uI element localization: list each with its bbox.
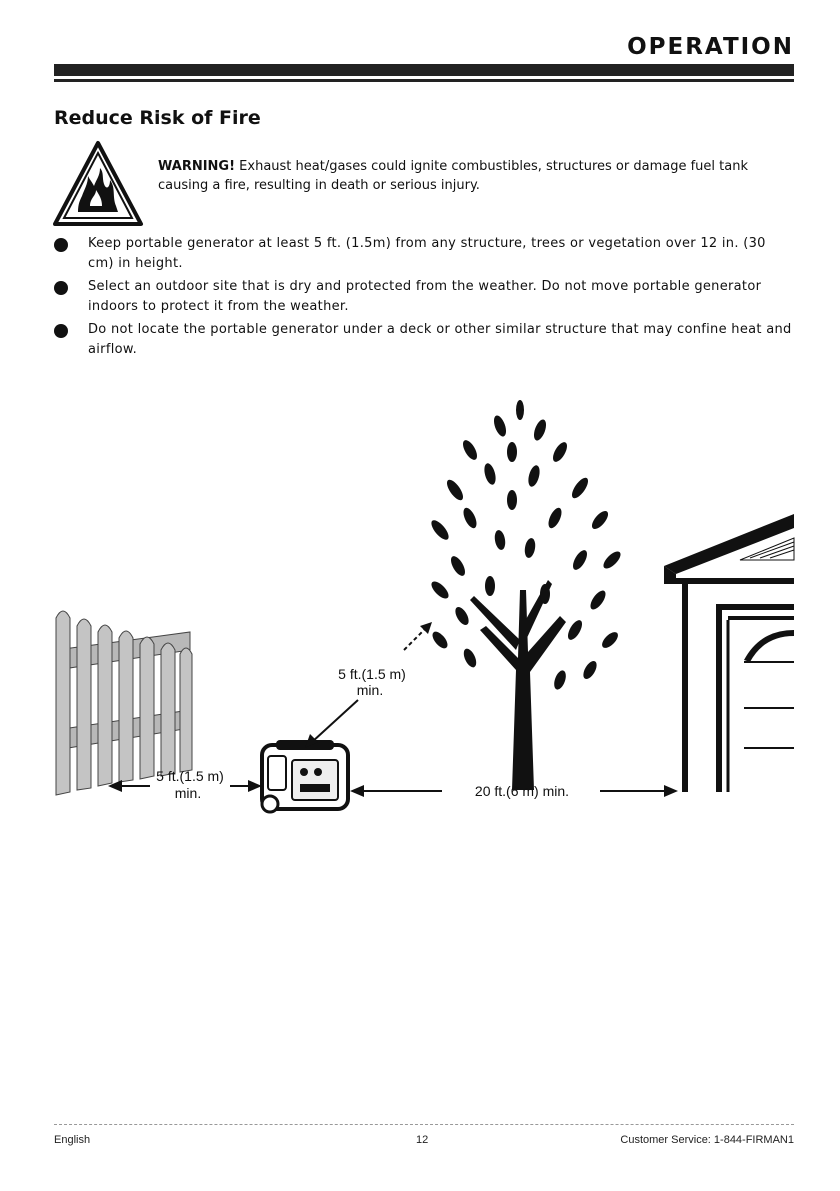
fence-distance-min: min.: [174, 785, 202, 801]
footer-divider: [54, 1124, 794, 1125]
house-illustration: [664, 514, 794, 792]
footer-language: English: [54, 1134, 91, 1146]
warning-message: Exhaust heat/gases could ignite combustibles, structures or damage fuel tank causing a fire, resulting in death or serious injury.: [158, 159, 748, 193]
safety-bullet-list: [54, 234, 794, 363]
bullet-icon: [54, 324, 68, 338]
bullet-icon: [54, 238, 68, 252]
house-distance-label: 20 ft.(6 m) min.: [474, 783, 570, 799]
list-item: Select an outdoor site that is dry and protected from the weather. Do not move portable generator indoors to protect it from the weather.: [54, 277, 794, 317]
page-heading: Reduce Risk of Fire: [54, 107, 261, 129]
clearance-diagram: [0, 390, 840, 830]
tree-illustration: [428, 400, 623, 790]
header-rule-thick: [54, 64, 794, 76]
tree-distance-label: 5 ft.(1.5 m): [338, 666, 406, 682]
page-number: 12: [416, 1134, 429, 1146]
fence-distance-label: 5 ft.(1.5 m): [156, 768, 224, 784]
fire-hazard-icon: [52, 140, 144, 228]
list-item: Keep portable generator at least 5 ft. (1.5m) from any structure, trees or vegetation over 12 in. (30 cm) in height.: [54, 234, 794, 274]
bullet-icon: [54, 281, 68, 295]
header-rule-thin: [54, 79, 794, 82]
warning-label: WARNING!: [158, 159, 236, 174]
generator-illustration: [262, 740, 348, 812]
warning-text: [158, 157, 798, 195]
list-item: Do not locate the portable generator under a deck or other similar structure that may confine heat and airflow.: [54, 320, 794, 360]
section-title: OPERATION: [627, 34, 794, 60]
customer-service: Customer Service: 1-844-FIRMAN1: [620, 1134, 794, 1146]
tree-distance-min: min.: [356, 682, 384, 698]
